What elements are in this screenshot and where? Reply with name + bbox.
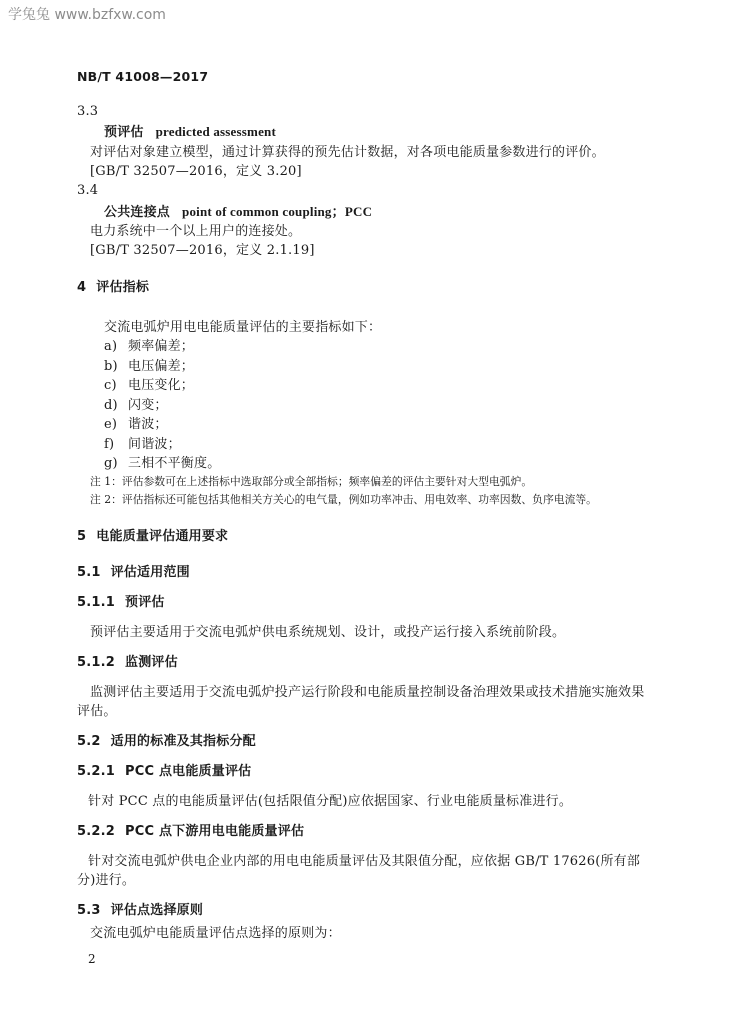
paragraph-line: 交流电弧炉用电电能质量评估的主要指标如下： — [104, 320, 382, 335]
section-title: PCC 点电能质量评估 — [125, 764, 252, 779]
section-title: 评估点选择原则 — [110, 903, 204, 918]
section-title: 评估适用范围 — [110, 565, 190, 580]
subsection-heading — [77, 734, 256, 750]
list-marker: d) — [104, 398, 118, 413]
list-item — [104, 456, 220, 472]
term-number: 3.4 — [77, 183, 99, 198]
term-definition: 电力系统中一个以上用户的连接处。 — [90, 224, 302, 239]
section-title: 适用的标准及其指标分配 — [110, 734, 256, 749]
term-english: point of common coupling；PCC — [182, 204, 373, 219]
paragraph-line: 评估。 — [77, 704, 117, 719]
list-item-text: 三相不平衡度。 — [128, 456, 221, 471]
paragraph-line: 预评估主要适用于交流电弧炉供电系统规划、设计，或投产运行接入系统前阶段。 — [90, 625, 566, 640]
list-item-text: 电压偏差； — [128, 359, 195, 374]
subsection-heading — [77, 824, 304, 840]
subsection-heading — [77, 903, 203, 919]
term-heading — [104, 124, 276, 141]
list-item — [104, 359, 194, 375]
list-marker: b) — [104, 359, 118, 374]
term-heading — [104, 204, 372, 221]
list-item — [104, 417, 168, 433]
list-item-text: 频率偏差； — [128, 339, 195, 354]
paragraph-line: 针对 PCC 点的电能质量评估(包括限值分配)应依据国家、行业电能质量标准进行。 — [88, 794, 573, 809]
section-number: 5.1 — [77, 565, 101, 580]
list-marker: g) — [104, 456, 118, 471]
section-number: 5.2.1 — [77, 764, 116, 779]
section-number: 5.1.2 — [77, 655, 116, 670]
section-number: 5 — [77, 529, 87, 544]
term-chinese: 公共连接点 — [104, 205, 171, 220]
section-number: 5.1.1 — [77, 595, 116, 610]
section-title: 电能质量评估通用要求 — [96, 529, 229, 544]
section-heading — [77, 529, 228, 545]
term-source: [GB/T 32507—2016，定义 2.1.19] — [90, 243, 315, 258]
term-source: [GB/T 32507—2016，定义 3.20] — [90, 164, 302, 179]
section-title: 监测评估 — [125, 655, 178, 670]
subsection-heading — [77, 565, 190, 581]
paragraph-line: 监测评估主要适用于交流电弧炉投产运行阶段和电能质量控制设备治理效果或技术措施实施效果 — [90, 685, 645, 700]
paragraph-line: 交流电弧炉电能质量评估点选择的原则为： — [90, 926, 341, 941]
list-item-text: 谐波； — [128, 417, 168, 432]
list-marker: c) — [104, 378, 117, 393]
note: 注 1：评估参数可在上述指标中选取部分或全部指标；频率偏差的评估主要针对大型电弧炉。 — [90, 475, 533, 488]
page-number: 2 — [88, 952, 96, 966]
section-title: PCC 点下游用电电能质量评估 — [125, 824, 305, 839]
section-number: 5.3 — [77, 903, 101, 918]
section-number: 5.2 — [77, 734, 101, 749]
term-number: 3.3 — [77, 104, 99, 119]
paragraph-line: 分)进行。 — [77, 873, 136, 888]
section-number: 5.2.2 — [77, 824, 116, 839]
list-item — [104, 398, 168, 414]
note: 注 2：评估指标还可能包括其他相关方关心的电气量，例如功率冲击、用电效率、功率因数、负序电流等。 — [90, 493, 597, 506]
section-heading — [77, 280, 149, 296]
list-item-text: 电压变化； — [128, 378, 195, 393]
subsection-heading — [77, 655, 178, 671]
section-title: 评估指标 — [96, 280, 150, 295]
term-english: predicted assessment — [155, 124, 276, 139]
list-item — [104, 437, 181, 453]
list-marker: e) — [104, 417, 118, 432]
watermark-text: 学兔兔 www.bzfxw.com — [8, 7, 166, 23]
standard-number: NB/T 41008—2017 — [77, 69, 209, 84]
list-item — [104, 378, 194, 394]
subsection-heading — [77, 764, 251, 780]
list-marker: a) — [104, 339, 118, 354]
list-item — [104, 339, 194, 355]
list-item-text: 闪变； — [128, 398, 168, 413]
list-marker: f) — [104, 437, 115, 452]
section-number: 4 — [77, 280, 87, 295]
subsection-heading — [77, 595, 165, 611]
paragraph-line: 针对交流电弧炉供电企业内部的用电电能质量评估及其限值分配，应依据 GB/T 17626(所有部 — [88, 854, 641, 869]
term-chinese: 预评估 — [104, 125, 144, 140]
term-definition: 对评估对象建立模型，通过计算获得的预先估计数据，对各项电能质量参数进行的评价。 — [90, 145, 605, 160]
list-item-text: 间谐波； — [128, 437, 181, 452]
section-title: 预评估 — [125, 595, 165, 610]
